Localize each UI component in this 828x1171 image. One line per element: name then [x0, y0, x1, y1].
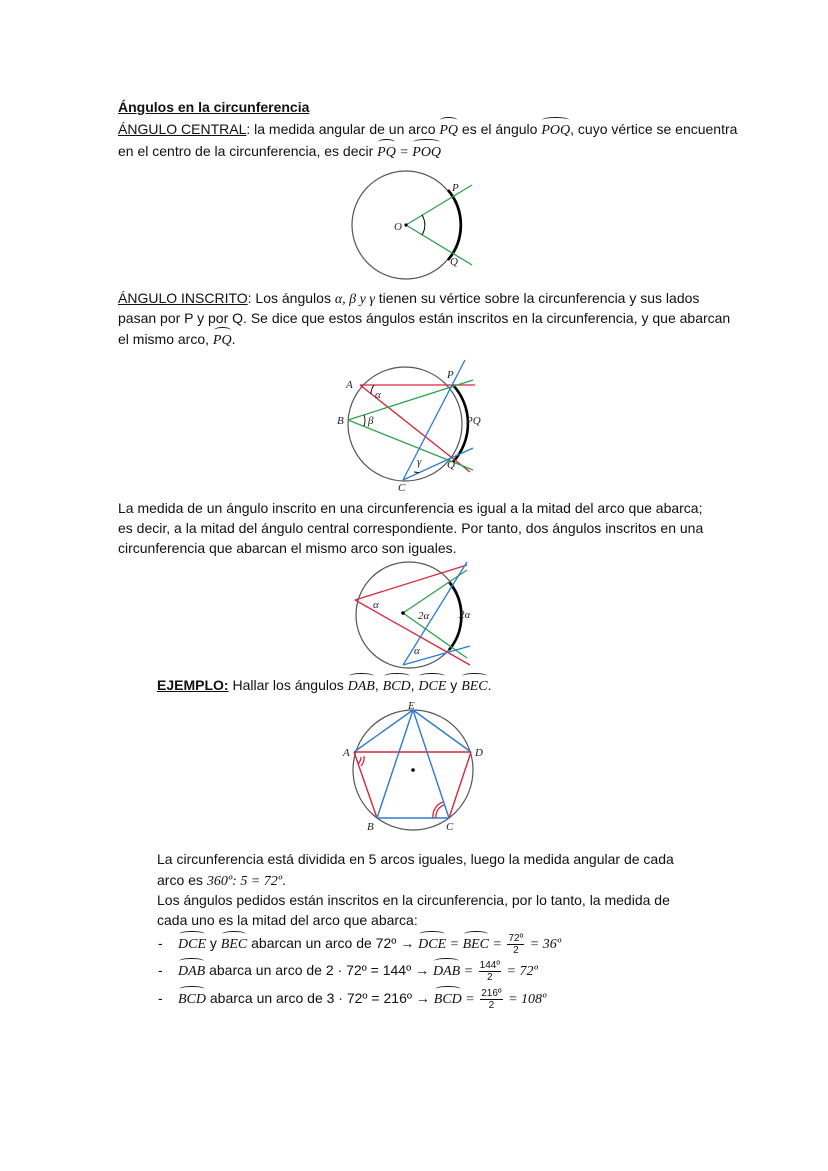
inscribed-angles-figure: [335, 360, 495, 495]
label-p: P: [452, 182, 459, 194]
label-beta: β: [368, 415, 374, 427]
angle-poq: POQ: [412, 142, 441, 163]
sol-line-4: cada uno es la mitad del arco que abarca:: [157, 912, 418, 928]
label-arc-pq: PQ: [466, 415, 481, 427]
label-gamma: γ: [417, 456, 422, 468]
page-title: Ángulos en la circunferencia: [118, 99, 310, 115]
angle-poq: POQ: [541, 120, 570, 141]
center-point: [401, 611, 405, 615]
angle-mark: [422, 215, 425, 235]
label-c: C: [398, 482, 406, 494]
label-e: E: [408, 700, 415, 712]
central-line-1: ÁNGULO CENTRAL: la medida angular de un arco PQ es el ángulo POQ, cuyo vértice se encuentra: [118, 119, 737, 141]
line-cq: [403, 448, 473, 480]
inscrito-line-1: ÁNGULO INSCRITO: Los ángulos α, β y γ tienen su vértice sobre la circunferencia y sus lados: [118, 290, 700, 307]
inscrito-line-2: pasan por P y por Q. Se dice que estos ángulos están inscritos en la circunferencia, y que abarcan: [118, 310, 731, 326]
label-a: A: [346, 379, 353, 391]
arc-pq: PQ: [377, 142, 396, 163]
list-item: - BCD abarca un arco de 3 · 72º = 216º → BCD = $\frac{\text{216º}}{2}$ = 108º: [158, 988, 547, 1011]
label-2alpha: 2α: [418, 610, 430, 622]
sol-line-1: La circunferencia está dividida en 5 arcos iguales, luego la medida angular de cada: [157, 851, 674, 867]
line-cp: [403, 360, 465, 480]
label-a: A: [343, 747, 350, 759]
pentagon-figure: [340, 700, 490, 835]
half-arc-figure: [345, 560, 485, 675]
ejemplo-line: EJEMPLO: Hallar los ángulos DAB, BCD, DCE y BEC.: [157, 675, 492, 697]
paragraph-line-2: es decir, a la mitad del ángulo central correspondiente. Por tanto, dos ángulos inscritos en una: [118, 520, 704, 536]
label-q: Q: [450, 256, 458, 268]
paragraph-line-1: La medida de un ángulo inscrito en una circunferencia es igual a la mitad del arco que abarca;: [118, 500, 703, 516]
ray-oq: [406, 225, 472, 265]
arc-pq-bold: [448, 190, 461, 260]
line-bp: [348, 380, 473, 420]
label-alpha-2: α: [414, 645, 420, 657]
list-item: - DCE y BEC abarcan un arco de 72º → DCE = BEC = $\frac{\text{72º}}{2}$ = 36º: [158, 933, 562, 956]
label-o: O: [394, 221, 402, 233]
paragraph-line-3: circunferencia que abarcan el mismo arco son iguales.: [118, 540, 457, 556]
ejemplo-label: EJEMPLO:: [157, 677, 229, 693]
sol-line-3: Los ángulos pedidos están inscritos en la circunferencia, por lo tanto, la medida de: [157, 892, 670, 908]
label-alpha-1: α: [373, 599, 379, 611]
label-b: B: [337, 415, 344, 427]
label-p: P: [447, 369, 454, 381]
label-b: B: [367, 821, 374, 833]
center-point: [411, 768, 415, 772]
center-point: [404, 223, 407, 226]
label-q: Q: [447, 459, 455, 471]
label-d: D: [475, 747, 483, 759]
sol-line-2: arco es 360º: 5 = 72º.: [157, 872, 286, 889]
circle: [348, 367, 462, 481]
arc-pq: PQ: [213, 330, 232, 351]
central-line-2: en el centro de la circunferencia, es decir PQ = POQ: [118, 141, 441, 163]
arc-pq: PQ: [439, 120, 458, 141]
label-c: C: [446, 821, 454, 833]
inscrito-label: ÁNGULO INSCRITO: [118, 290, 248, 306]
list-item: - DAB abarca un arco de 2 · 72º = 144º → DAB = $\frac{\text{144º}}{2}$ = 72º: [158, 960, 538, 983]
label-2alpha-arc: 2α: [459, 609, 471, 621]
label-alpha: α: [375, 389, 381, 401]
ray-op: [406, 185, 472, 225]
inscrito-line-3: el mismo arco, PQ.: [118, 329, 235, 351]
central-angle-figure: [340, 168, 480, 278]
central-label: ÁNGULO CENTRAL: [118, 121, 247, 137]
